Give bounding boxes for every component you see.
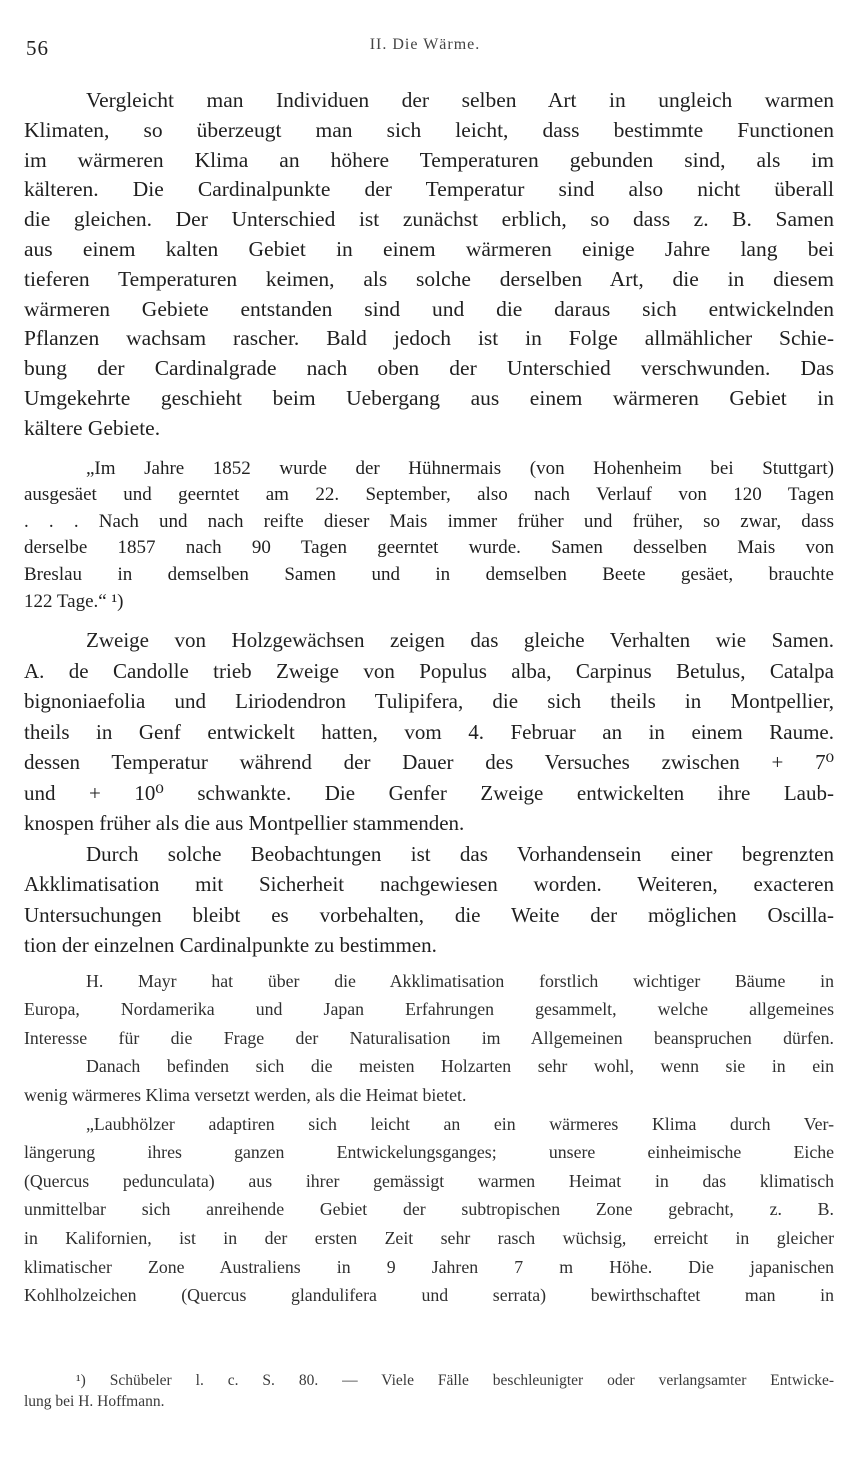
- text-line: . . . Nach und nach reifte dieser Mais immer früher und früher, so zwar, dass: [24, 510, 834, 532]
- paragraph-acclimatisation-intro: [24, 86, 834, 444]
- text-line: Vergleicht man Individuen der selben Art in ungleich warmen: [86, 88, 834, 112]
- text-line: bignoniaefolia und Liriodendron Tulipifera, die sich theils in Montpellier,: [24, 689, 834, 714]
- text-line: 122 Tage.“ ¹): [24, 590, 124, 612]
- text-line: tieferen Temperaturen keimen, als solche derselben Art, die in diesem: [24, 266, 834, 291]
- paragraph-candolle-branches: [24, 625, 834, 839]
- paragraph-mayr: [24, 967, 834, 1053]
- page-number: 56: [26, 36, 49, 60]
- text-line: die gleichen. Der Unterschied ist zunächst erblich, so dass z. B. Samen: [24, 207, 834, 232]
- text-line: Durch solche Beobachtungen ist das Vorhandensein einer begrenzten: [86, 841, 834, 866]
- text-line: kältere Gebiete.: [24, 415, 161, 440]
- text-line: kälteren. Die Cardinalpunkte der Temperatur sind also nicht überall: [24, 177, 834, 202]
- page-header: [26, 36, 824, 64]
- footnote-rule: [24, 1357, 164, 1358]
- footnote-line: ¹) Schübeler l. c. S. 80. — Viele Fälle beschleunigter oder verlangsamter Entwicke-: [76, 1372, 834, 1389]
- footnote-line: lung bei H. Hoffmann.: [24, 1393, 165, 1410]
- paragraph-limited-acclimatisation: [24, 839, 834, 961]
- text-line: Umgekehrte geschieht beim Uebergang aus einem wärmeren Gebiet in: [24, 385, 834, 410]
- text-line: Kohlholzeichen (Quercus glandulifera und serrata) bewirthschaftet man in: [24, 1285, 834, 1306]
- text-line: Breslau in demselben Samen und in demselben Beete gesäet, brauchte: [24, 563, 834, 585]
- text-line: in Kalifornien, ist in der ersten Zeit sehr rasch wüchsig, erreicht in gleicher: [24, 1227, 834, 1248]
- text-line: dessen Temperatur während der Dauer des Versuches zwischen + 7⁰: [24, 750, 834, 775]
- text-line: Akklimatisation mit Sicherheit nachgewiesen worden. Weiteren, exacteren: [24, 872, 834, 897]
- text-line: und + 10⁰ schwankte. Die Genfer Zweige entwickelten ihre Laub-: [24, 780, 834, 805]
- page-body: [24, 86, 834, 1310]
- paragraph-warmer-climate: [24, 1052, 834, 1109]
- text-line: Untersuchungen bleibt es vorbehalten, die Weite der möglichen Oscilla-: [24, 902, 834, 927]
- text-line: derselbe 1857 nach 90 Tagen geerntet wurde. Samen desselben Mais von: [24, 537, 834, 559]
- text-line: klimatischer Zone Australiens in 9 Jahren 7 m Höhe. Die japanischen: [24, 1256, 834, 1277]
- paragraph-maize-quote: [24, 456, 834, 616]
- footnote: [24, 1370, 834, 1412]
- text-line: „Laubhölzer adaptiren sich leicht an ein wärmeres Klima durch Ver-: [86, 1113, 834, 1134]
- text-line: (Quercus pedunculata) aus ihrer gemässigt warmen Heimat in das klimatisch: [24, 1170, 834, 1191]
- text-line: tion der einzelnen Cardinalpunkte zu bestimmen.: [24, 933, 437, 958]
- text-line: Pflanzen wachsam rascher. Bald jedoch ist in Folge allmählicher Schie-: [24, 326, 834, 351]
- text-line: wenig wärmeres Klima versetzt werden, als die Heimat bietet.: [24, 1085, 467, 1105]
- text-line: aus einem kalten Gebiet in einem wärmeren einige Jahre lang bei: [24, 236, 834, 261]
- text-line: ausgesäet und geerntet am 22. September, also nach Verlauf von 120 Tagen: [24, 484, 834, 506]
- paragraph-laubhoelzer-quote: [24, 1110, 834, 1310]
- text-line: unmittelbar sich anreihende Gebiet der subtropischen Zone gebracht, z. B.: [24, 1199, 834, 1220]
- text-line: längerung ihres ganzen Entwickelungsganges; unsere einheimische Eiche: [24, 1142, 834, 1163]
- text-line: knospen früher als die aus Montpellier stammenden.: [24, 811, 465, 836]
- running-head: II. Die Wärme.: [369, 36, 481, 53]
- text-line: „Im Jahre 1852 wurde der Hühnermais (von Hohenheim bei Stuttgart): [86, 457, 834, 479]
- text-line: wärmeren Gebiete entstanden sind und die daraus sich entwickelnden: [24, 296, 834, 321]
- text-line: theils in Genf entwickelt hatten, vom 4. Februar an in einem Raume.: [24, 719, 834, 744]
- text-line: bung der Cardinalgrade nach oben der Unterschied verschwunden. Das: [24, 356, 834, 381]
- text-line: Zweige von Holzgewächsen zeigen das gleiche Verhalten wie Samen.: [86, 628, 834, 653]
- text-line: H. Mayr hat über die Akklimatisation forstlich wichtiger Bäume in: [86, 970, 834, 991]
- text-line: Interesse für die Frage der Naturalisation im Allgemeinen beanspruchen dürfen.: [24, 1027, 834, 1048]
- text-line: im wärmeren Klima an höhere Temperaturen gebunden sind, als im: [24, 147, 834, 172]
- text-line: A. de Candolle trieb Zweige von Populus alba, Carpinus Betulus, Catalpa: [24, 658, 834, 683]
- text-line: Danach befinden sich die meisten Holzarten sehr wohl, wenn sie in ein: [86, 1056, 834, 1077]
- text-line: Europa, Nordamerika und Japan Erfahrungen gesammelt, welche allgemeines: [24, 999, 834, 1020]
- text-line: Klimaten, so überzeugt man sich leicht, dass bestimmte Functionen: [24, 117, 834, 142]
